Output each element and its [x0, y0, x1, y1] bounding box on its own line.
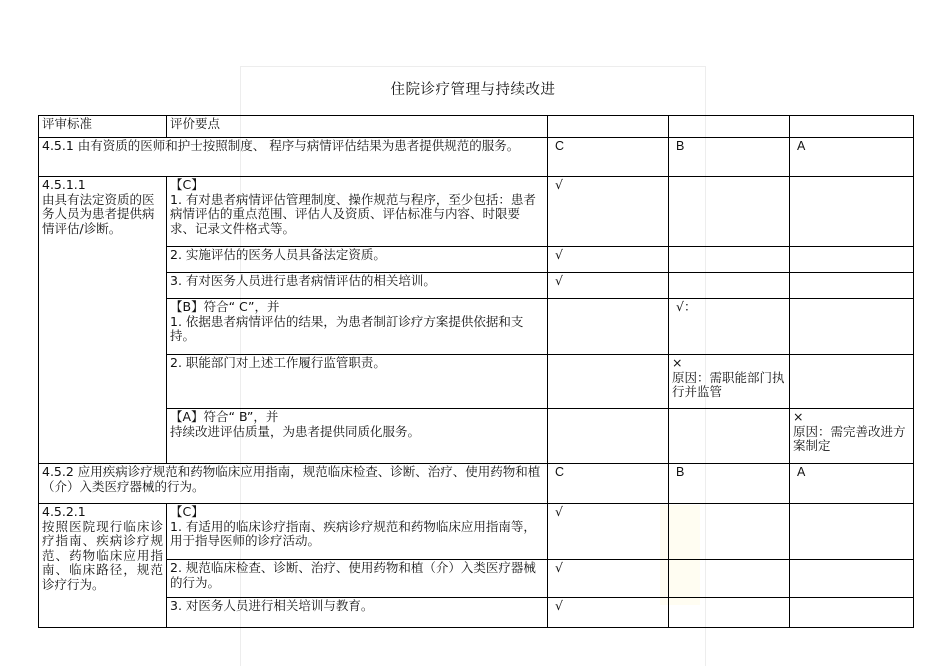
point-text: 1. 依据患者病情评估的结果，为患者制訂诊疗方案提供依据和支持。: [170, 313, 524, 343]
header-points: 评价要点: [167, 116, 548, 138]
empty-cell: [790, 560, 914, 598]
reason-text: 原因：需职能部门执行并监管: [672, 369, 785, 399]
empty-cell: [669, 504, 790, 560]
point-cell: [167, 504, 548, 560]
table-row: [39, 560, 914, 598]
empty-cell: [790, 273, 914, 299]
check-mark: √: [548, 598, 669, 628]
section-row: [39, 138, 914, 177]
standard-cell: [39, 504, 167, 628]
b-heading: 【B】符合“ C”，并: [170, 299, 280, 314]
empty-cell: [669, 247, 790, 273]
header-empty-b: [669, 116, 790, 138]
section-text: 4.5.1 由有资质的医师和护士按照制度、 程序与病情评估结果为患者提供规范的服务。: [39, 138, 548, 177]
grade-c-label: C: [548, 464, 669, 504]
check-mark: √: [548, 504, 669, 560]
check-mark: √：: [669, 299, 790, 355]
grade-b-label: B: [669, 138, 790, 177]
point-text: 2. 实施评估的医务人员具备法定资质。: [167, 247, 548, 273]
table-row: [39, 409, 914, 464]
table-row: [39, 247, 914, 273]
standard-cell: [39, 177, 167, 464]
point-text: 2. 规范临床检查、诊断、治疗、使用药物和植（介）入类医疗器械的行为。: [167, 560, 548, 598]
cross-mark: ×: [793, 409, 804, 424]
point-cell: [167, 409, 548, 464]
c-heading: 【C】: [170, 177, 204, 192]
empty-cell: [548, 409, 669, 464]
header-empty-a: [790, 116, 914, 138]
check-mark: √: [548, 273, 669, 299]
empty-cell: [548, 355, 669, 409]
table-row: [39, 355, 914, 409]
grade-a-label: A: [790, 138, 914, 177]
table-row: [39, 504, 914, 560]
cross-mark: ×: [672, 355, 683, 370]
header-standard: 评审标准: [39, 116, 167, 138]
empty-cell: [790, 504, 914, 560]
point-text: 1. 有对患者病情评估管理制度、操作规范与程序，至少包括：患者病情评估的重点范围、评估人及资质、评估标准与内容、时限要求、记录文件格式等。: [170, 191, 536, 236]
standard-number: 4.5.1.1: [42, 177, 86, 192]
empty-cell: [669, 273, 790, 299]
empty-cell: [790, 355, 914, 409]
check-mark: √: [548, 247, 669, 273]
standard-number: 4.5.2.1: [42, 504, 86, 519]
empty-cell: [669, 560, 790, 598]
point-text: 持续改进评估质量，为患者提供同质化服务。: [170, 423, 421, 439]
result-cell: [790, 409, 914, 464]
empty-cell: [669, 177, 790, 247]
section-row: [39, 464, 914, 504]
evaluation-table: [38, 115, 914, 628]
empty-cell: [548, 299, 669, 355]
document-title: 住院诊疗管理与持续改进: [390, 82, 556, 98]
grade-c-label: C: [548, 138, 669, 177]
table-row: [39, 177, 914, 247]
point-cell: [167, 299, 548, 355]
empty-cell: [669, 409, 790, 464]
table-header-row: [39, 116, 914, 138]
check-mark: √: [548, 177, 669, 247]
check-mark: √: [548, 560, 669, 598]
point-text: 3. 对医务人员进行相关培训与教育。: [167, 598, 548, 628]
empty-cell: [790, 299, 914, 355]
a-heading: 【A】符合“ B”，并: [170, 409, 279, 424]
empty-cell: [790, 177, 914, 247]
c-heading: 【C】: [170, 504, 204, 519]
standard-text: 由具有法定资质的医务人员为患者提供病情评估/诊断。: [42, 191, 155, 236]
empty-cell: [790, 598, 914, 628]
result-cell: [669, 355, 790, 409]
empty-cell: [790, 247, 914, 273]
point-text: 2. 职能部门对上述工作履行监管职责。: [167, 355, 548, 409]
table-row: [39, 299, 914, 355]
table-row: [39, 273, 914, 299]
table-row: [39, 598, 914, 628]
header-empty-c: [548, 116, 669, 138]
grade-b-label: B: [669, 464, 790, 504]
point-cell: [167, 177, 548, 247]
section-text: 4.5.2 应用疾病诊疗规范和药物临床应用指南，规范临床检查、诊断、治疗、使用药物和植（介）入类医疗器械的行为。: [39, 464, 548, 504]
point-text: 3. 有对医务人员进行患者病情评估的相关培训。: [167, 273, 548, 299]
reason-text: 原因：需完善改进方案制定: [793, 423, 906, 453]
grade-a-label: A: [790, 464, 914, 504]
point-text: 1. 有适用的临床诊疗指南、疾病诊疗规范和药物临床应用指南等，用于指导医师的诊疗活动。: [170, 518, 536, 548]
empty-cell: [669, 598, 790, 628]
standard-text: 按照医院现行临床诊疗指南、疾病诊疗规范、药物临床应用指南、临床路径，规范诊疗行为。: [42, 518, 163, 592]
